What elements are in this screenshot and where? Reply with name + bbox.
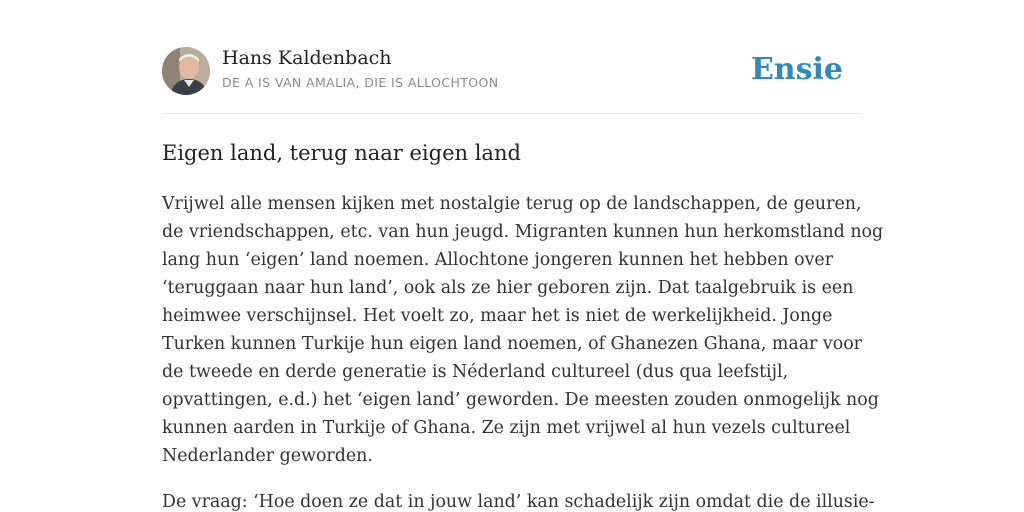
header [162,46,862,96]
avatar-portrait-icon [162,47,210,95]
text-line: heimwee verschijnsel. Het voelt zo, maar het is niet de werkelijkheid. Jonge [162,306,833,326]
text-line: Vrijwel alle mensen kijken met nostalgie terug op de landschappen, de geuren, [162,194,862,214]
text-line: ‘teruggaan naar hun land’, ook als ze hier geboren zijn. Dat taalgebruik is een [162,278,854,298]
text-line: lang hun ‘eigen’ land noemen. Allochtone jongeren kunnen het hebben over [162,250,834,270]
article-subtitle: DE A IS VAN AMALIA, DIE IS ALLOCHTOON [222,75,499,90]
paragraph-1 [162,190,884,470]
author-name[interactable]: Hans Kaldenbach [222,47,392,69]
text-line: Turken kunnen Turkije hun eigen land noemen, of Ghanezen Ghana, maar voor [162,334,862,354]
avatar[interactable] [162,47,210,95]
header-divider [162,113,862,114]
ensie-logo[interactable]: Ensie [750,52,843,87]
article-title: Eigen land, terug naar eigen land [162,141,521,165]
text-line: opvattingen, e.d.) het ‘eigen land’ geworden. De meesten zouden onmogelijk nog [162,390,879,410]
text-line: kunnen aarden in Turkije of Ghana. Ze zijn met vrijwel al hun vezels cultureel [162,418,851,438]
article-body [162,190,884,512]
text-line: Nederlander geworden. [162,446,373,466]
text-line: De vraag: ‘Hoe doen ze dat in jouw land’ kan schadelijk zijn omdat die de illusie- [162,492,875,512]
text-line: de vriendschappen, etc. van hun jeugd. Migranten kunnen hun herkomstland nog [162,222,884,242]
paragraph-2 [162,488,875,512]
text-line: de tweede en derde generatie is Néderland cultureel (dus qua leefstijl, [162,362,789,382]
